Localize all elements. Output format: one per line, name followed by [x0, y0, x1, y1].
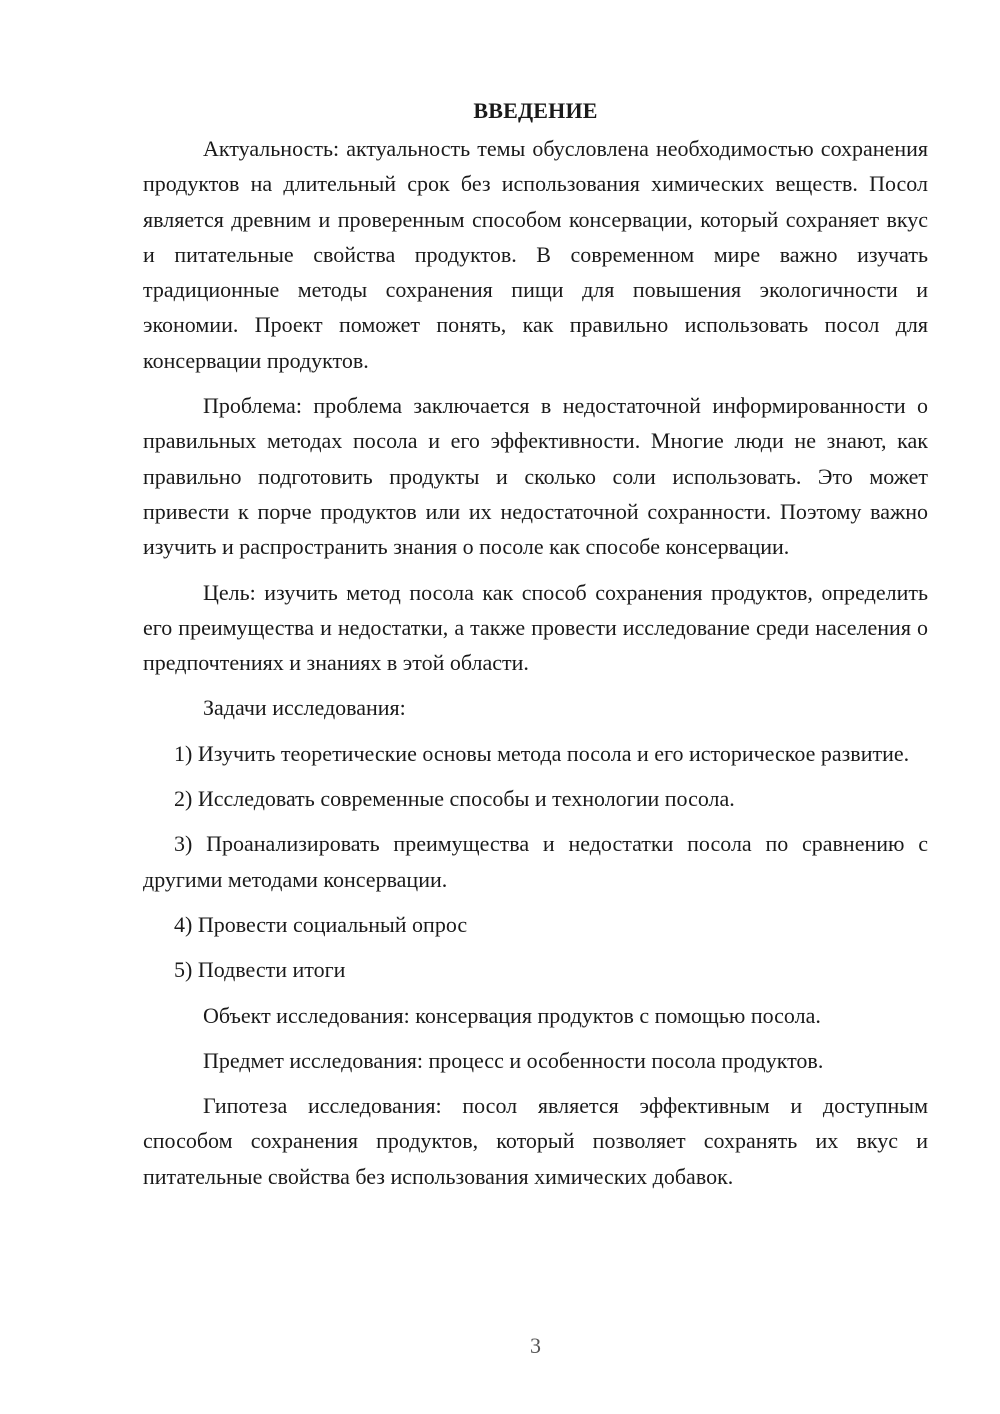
- task-item-4: 4) Провести социальный опрос: [174, 911, 468, 937]
- document-page: [143, 93, 928, 1204]
- task-item-5: 5) Подвести итоги: [174, 957, 346, 983]
- page-title: ВВЕДЕНИЕ: [473, 98, 598, 123]
- problem-paragraph: Проблема: проблема заключается в недостаточной информированности о правильных методах посола и его эффективности. Многие люди не знают, как правильно подготовить продукты и сколько соли использовать. Это может привести к порче продуктов или их недостаточной сохранности. Поэтому важно изучить и распространить знания о посоле как способе консервации.: [143, 393, 928, 560]
- relevance-paragraph: Актуальность: актуальность темы обусловлена необходимостью сохранения продуктов на длительный срок без использования химических веществ. Посол является древним и проверенным способом консервации, который сохраняет вкус и питательные свойства продуктов. В современном мире важно изучать традиционные методы сохранения пищи для повышения экологичности и экономии. Проект поможет понять, как правильно использовать посол для консервации продуктов.: [143, 136, 928, 373]
- tasks-heading: Задачи исследования:: [203, 695, 406, 721]
- research-subject-paragraph: Предмет исследования: процесс и особенности посола продуктов.: [203, 1047, 824, 1073]
- task-item-3: 3) Проанализировать преимущества и недостатки посола по сравнению с другими методами консервации.: [143, 831, 928, 892]
- page-number: 3: [530, 1333, 541, 1358]
- hypothesis-paragraph: Гипотеза исследования: посол является эффективным и доступным способом сохранения продуктов, который позволяет сохранять их вкус и питательные свойства без использования химических добавок.: [143, 1093, 928, 1189]
- task-item-1: 1) Изучить теоретические основы метода посола и его историческое развитие.: [174, 740, 910, 766]
- task-item-2: 2) Исследовать современные способы и технологии посола.: [174, 786, 735, 812]
- research-object-paragraph: Объект исследования: консервация продуктов с помощью посола.: [203, 1002, 821, 1028]
- goal-paragraph: Цель: изучить метод посола как способ сохранения продуктов, определить его преимущества и недостатки, а также провести исследование среди населения о предпочтениях и знаниях в этой области.: [143, 579, 928, 676]
